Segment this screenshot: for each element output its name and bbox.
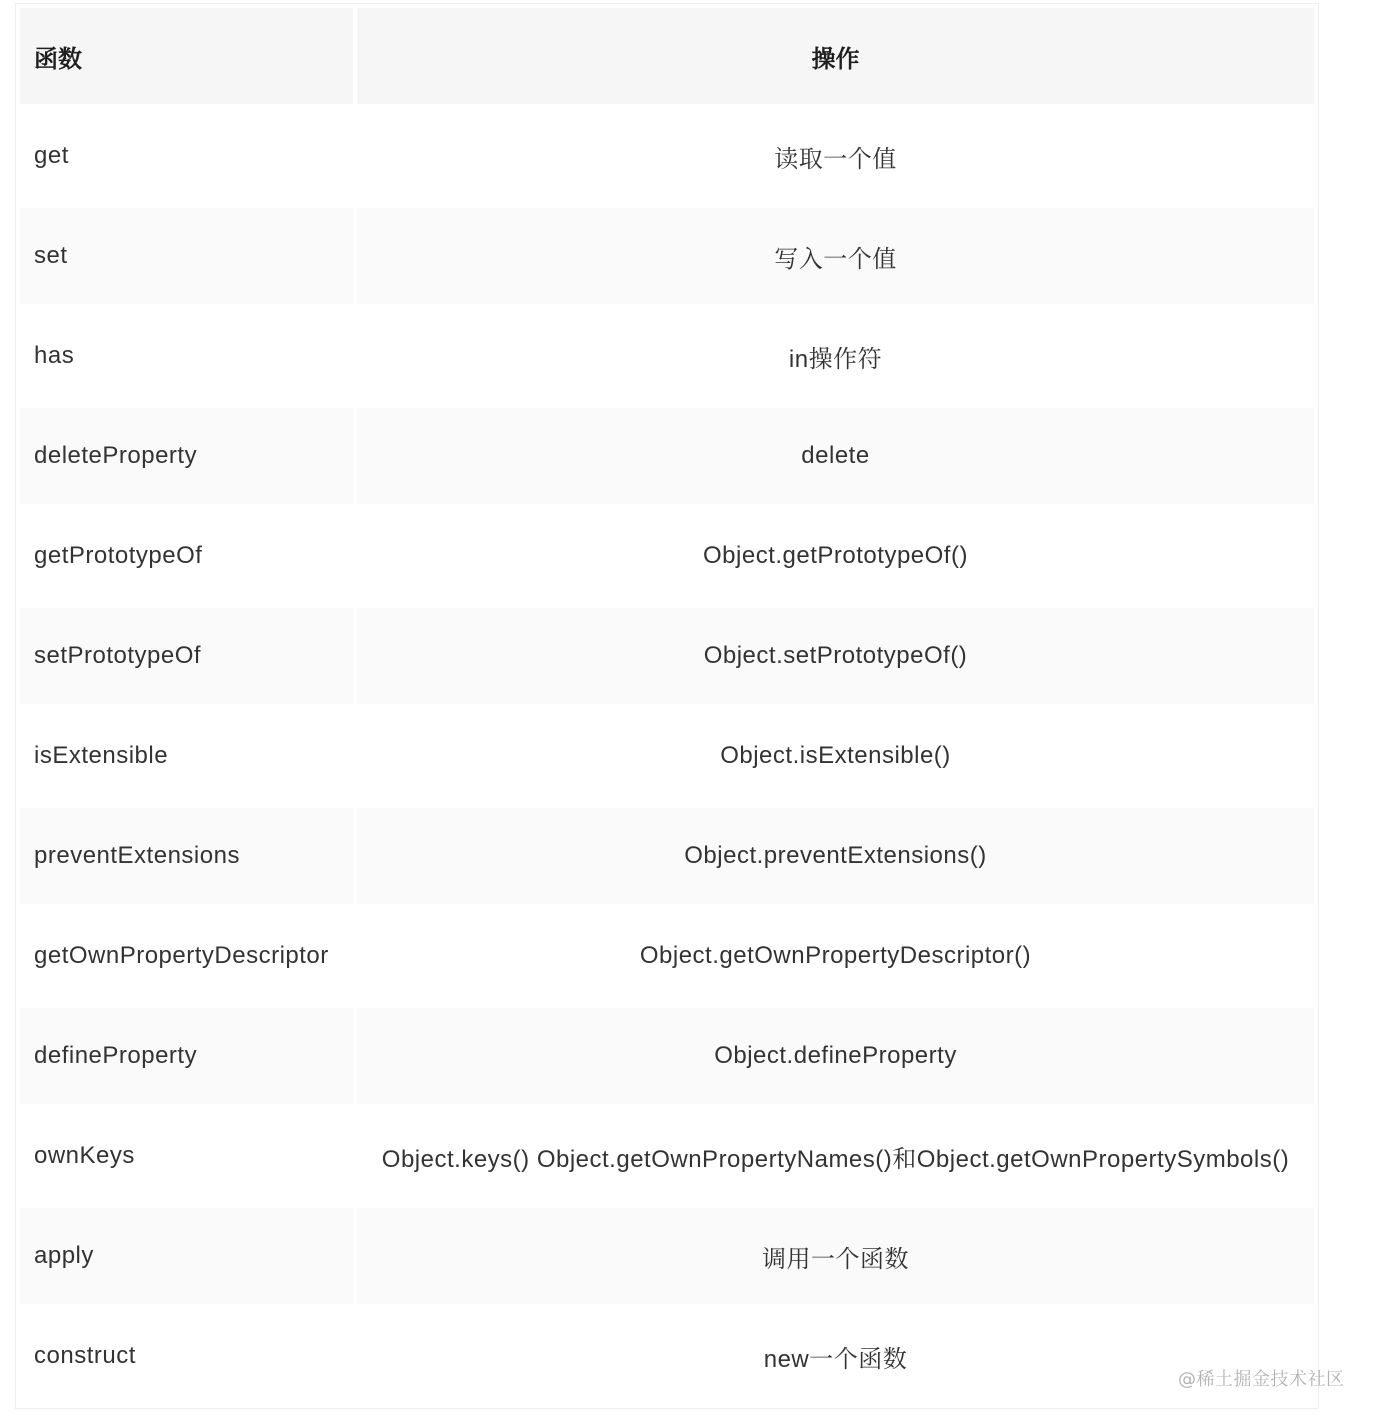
operation-cell: Object.setPrototypeOf() — [357, 608, 1314, 704]
function-cell: construct — [20, 1308, 353, 1404]
watermark: @稀土掘金技术社区 — [1178, 1369, 1345, 1390]
function-cell: setPrototypeOf — [20, 608, 353, 704]
function-cell: apply — [20, 1208, 353, 1304]
function-cell: getPrototypeOf — [20, 508, 353, 604]
operation-cell: Object.getOwnPropertyDescriptor() — [357, 908, 1314, 1004]
function-cell: isExtensible — [20, 708, 353, 804]
operation-cell: Object.keys() Object.getOwnPropertyNames()和Object.getOwnPropertySymbols() — [357, 1108, 1314, 1204]
function-cell: getOwnPropertyDescriptor — [20, 908, 353, 1004]
operation-cell: Object.isExtensible() — [357, 708, 1314, 804]
operation-cell: 读取一个值 — [357, 108, 1314, 204]
data-table — [15, 3, 1319, 1409]
function-cell: preventExtensions — [20, 808, 353, 904]
header-cell-operation: 操作 — [357, 8, 1314, 104]
operation-cell: in操作符 — [357, 308, 1314, 404]
function-cell: defineProperty — [20, 1008, 353, 1104]
operation-cell: Object.preventExtensions() — [357, 808, 1314, 904]
function-cell: has — [20, 308, 353, 404]
operation-cell: Object.getPrototypeOf() — [357, 508, 1314, 604]
function-cell: deleteProperty — [20, 408, 353, 504]
header-cell-function: 函数 — [20, 8, 353, 104]
operation-cell: Object.defineProperty — [357, 1008, 1314, 1104]
operation-cell: new一个函数 — [357, 1308, 1314, 1404]
function-cell: set — [20, 208, 353, 304]
operation-cell: 调用一个函数 — [357, 1208, 1314, 1304]
function-cell: ownKeys — [20, 1108, 353, 1204]
operation-cell: 写入一个值 — [357, 208, 1314, 304]
function-cell: get — [20, 108, 353, 204]
operation-cell: delete — [357, 408, 1314, 504]
